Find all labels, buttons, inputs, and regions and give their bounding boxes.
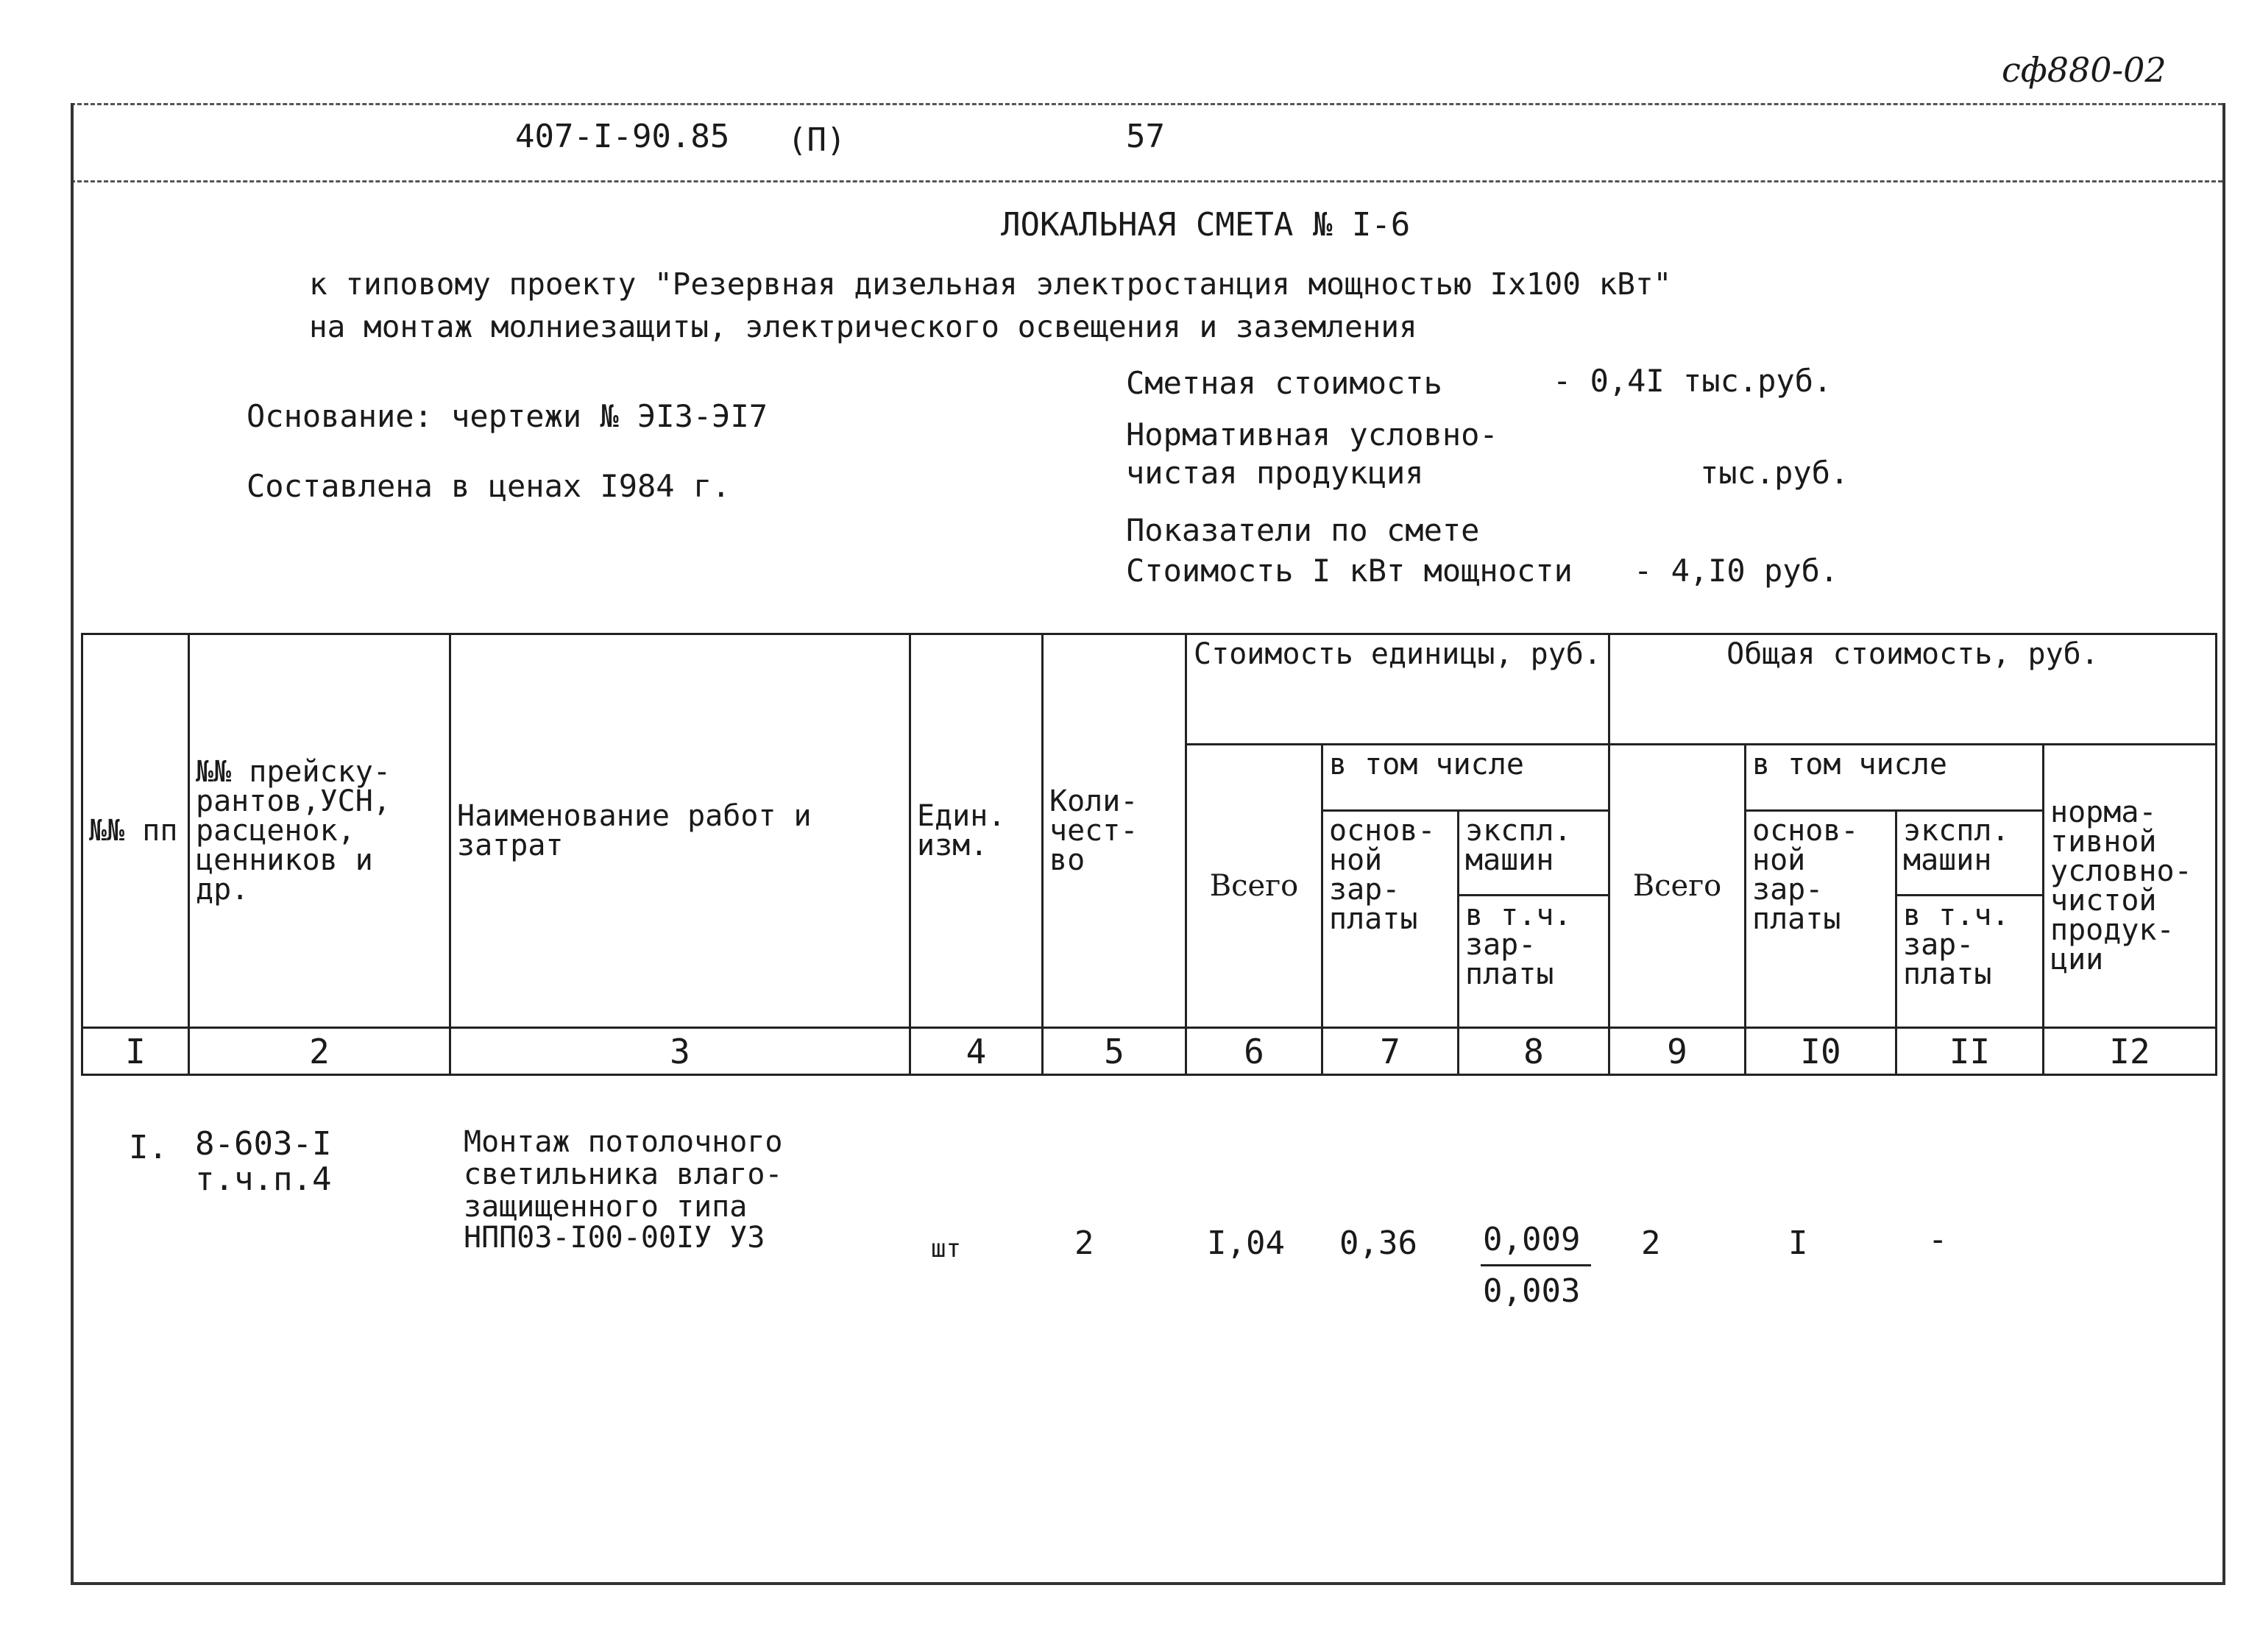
row-1-name-line-1: Монтаж потолочного [464, 1125, 783, 1159]
col-num: 8 [1459, 1028, 1609, 1075]
norm-label-1: Нормативная условно- [1126, 416, 1498, 453]
col-num: 7 [1322, 1028, 1459, 1075]
row-1-total-machines: - [1928, 1221, 1948, 1258]
header-work-name: Наименование работ и затрат [450, 634, 910, 1028]
header-total-incl: в том числе [1746, 745, 2044, 811]
header-unit: Един. изм. [910, 634, 1043, 1028]
norm-value: тыс.руб. [1700, 455, 1849, 491]
row-1-quantity: 2 [1074, 1224, 1094, 1262]
header-total-machines: экспл. машин [1896, 811, 2044, 896]
doc-mark: (П) [787, 121, 846, 159]
estimate-table [81, 633, 2217, 1076]
row-1-unit-wage: 0,36 [1339, 1224, 1417, 1262]
cost-label: Сметная стоимость [1126, 365, 1442, 401]
norm-label-2: чистая продукция [1126, 455, 1424, 491]
row-1-unit: шт [931, 1234, 961, 1263]
row-1-unit-machine-wage: 0,003 [1483, 1272, 1581, 1310]
header-total-machine-wage: в т.ч. зар- платы [1896, 896, 2044, 1028]
col-num: 5 [1043, 1028, 1186, 1075]
col-num: II [1896, 1028, 2044, 1075]
row-1-total-wage: I [1788, 1224, 1808, 1262]
col-num: 4 [910, 1028, 1043, 1075]
col-num: 6 [1186, 1028, 1322, 1075]
doc-code: 407-I-90.85 [515, 118, 730, 155]
indicators-label: Показатели по смете [1126, 512, 1480, 548]
row-1-number: I. [129, 1129, 168, 1166]
row-1-name-line-4: НПП03-I00-00IУ УЗ [464, 1221, 765, 1255]
header-unit-machine-wage: в т.ч. зар- платы [1459, 896, 1609, 1028]
col-num: I0 [1746, 1028, 1896, 1075]
unit-cost-value: - 4,I0 руб. [1634, 553, 1839, 589]
col-num: 2 [189, 1028, 450, 1075]
unit-cost-label: Стоимость I кВт мощности [1126, 553, 1573, 589]
header-norm-production: норма- тивной условно- чистой продук- ции [2044, 745, 2217, 1028]
row-1-fraction-line [1481, 1264, 1591, 1266]
column-number-row [82, 1028, 2217, 1075]
subtitle-line-1: к типовому проекту "Резервная дизельная электростанция мощностью Iх100 кВт" [309, 266, 1672, 302]
document-title: ЛОКАЛЬНАЯ СМЕТА № I-6 [1001, 206, 1411, 244]
header-grand-total: Всего [1609, 745, 1746, 1028]
row-1-name-line-3: защищенного типа [464, 1190, 748, 1224]
archive-stamp: сф880-02 [2002, 50, 2167, 90]
col-num: 9 [1609, 1028, 1746, 1075]
header-unit-machines: экспл. машин [1459, 811, 1609, 896]
header-unit-cost: Стоимость единицы, руб. [1186, 634, 1609, 745]
basis-text: Основание: чертежи № ЭI3-ЭI7 [247, 398, 768, 434]
header-unit-total: Всего [1186, 745, 1322, 1028]
header-unit-incl: в том числе [1322, 745, 1609, 811]
row-1-name-line-2: светильника влаго- [464, 1158, 783, 1191]
row-1-total: 2 [1641, 1224, 1661, 1262]
row-1-unit-total: I,04 [1207, 1224, 1285, 1262]
page-number: 57 [1126, 118, 1165, 155]
row-1-unit-machines: 0,009 [1483, 1221, 1581, 1258]
header-pp: №№ пп [82, 634, 189, 1028]
header-total-cost: Общая стоимость, руб. [1609, 634, 2217, 745]
col-num: 3 [450, 1028, 910, 1075]
col-num: I2 [2044, 1028, 2217, 1075]
header-unit-wage: основ- ной зар- платы [1322, 811, 1459, 1028]
subtitle-line-2: на монтаж молниезащиты, электрического освещения и заземления [309, 309, 1417, 344]
row-1-code-line-2: т.ч.п.4 [195, 1160, 332, 1198]
header-total-wage: основ- ной зар- платы [1746, 811, 1896, 1028]
header-quantity: Коли- чест- во [1043, 634, 1186, 1028]
header-price-list: №№ прейску- рантов,УСН, расценок, ценников и др. [189, 634, 450, 1028]
prices-text: Составлена в ценах I984 г. [247, 468, 731, 504]
row-1-code-line-1: 8-603-I [195, 1125, 332, 1163]
cost-value: - 0,4I тыс.руб. [1553, 363, 1832, 399]
col-num: I [82, 1028, 189, 1075]
